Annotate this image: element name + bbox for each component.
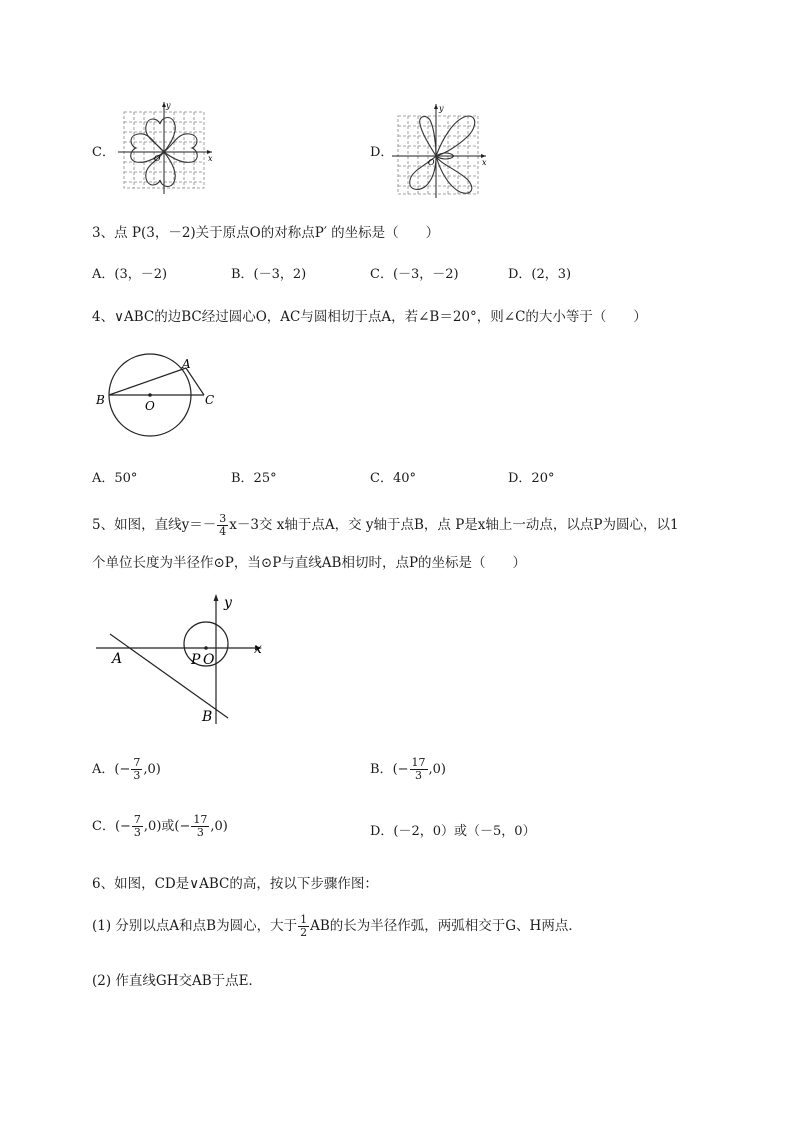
q4-label-a: A — [182, 357, 191, 371]
q2-option-c-figure — [116, 98, 220, 194]
q4-option-c: C．40° — [370, 471, 416, 486]
q4-label-b: B — [96, 393, 105, 407]
q5-option-c-frac1 — [132, 814, 143, 839]
q4-figure — [92, 352, 232, 442]
q4-option-d: D．20° — [508, 471, 555, 486]
q5-option-c-frac2 — [191, 814, 209, 839]
q5-option-c: C．(− $\frac{7}{3}$ ,0)或(− $\frac{17}{3}$ ,0) — [92, 813, 228, 839]
q5-figure — [92, 588, 282, 728]
q5-option-b-num: 17 — [411, 756, 426, 769]
q5-option-c-label: C． — [92, 819, 115, 834]
q6-step1-frac — [298, 914, 309, 939]
q5-option-c-den1: 3 — [133, 826, 141, 839]
q2c-axis-x: x — [208, 154, 213, 163]
q6-step1-den: 2 — [300, 926, 308, 939]
q5-option-c-num1: 7 — [133, 813, 141, 826]
q2d-axis-y: y — [439, 104, 444, 113]
q4-label-o: O — [145, 399, 155, 413]
q6-step2: (2) 作直线GH交AB于点E． — [92, 973, 262, 989]
q5-option-b-frac — [410, 757, 428, 782]
q3-stem: 3、点 P(3，－2)关于原点O的对称点P′ 的坐标是（ ） — [92, 225, 440, 241]
q5-option-b: B．(− $\frac{17}{3}$ ,0) — [370, 756, 447, 782]
q4-option-a: A．50° — [92, 471, 138, 486]
q5-option-c-den2: 3 — [196, 826, 204, 839]
q5-label-o: O — [203, 652, 215, 668]
q5-option-d: D．(－2，0）或（－5，0） — [370, 824, 536, 839]
q4-label-c: C — [205, 393, 215, 407]
q2d-axis-x: x — [482, 158, 487, 167]
q4-option-b: B．25° — [231, 471, 277, 486]
q3-option-b: B．(－3，2) — [231, 267, 307, 282]
q4-stem: 4、∨ABC的边BC经过圆心O，AC与圆相切于点A，若∠B＝20°，则∠C的大小等于（ ） — [92, 309, 647, 325]
q5-option-c-mid: 或 — [161, 819, 175, 834]
q5-stem-line1 — [92, 513, 679, 538]
q3-option-c: C．(－3，－2) — [370, 267, 459, 282]
q5-frac-den: 4 — [219, 525, 227, 538]
q5-option-c-num2: 17 — [193, 813, 208, 826]
q5-stem-fraction — [217, 513, 228, 538]
q2c-axis-o: O — [154, 154, 161, 163]
q5-label-x: x — [254, 641, 262, 657]
q5-option-b-label: B． — [370, 762, 393, 777]
q5-option-a: A．(− $\frac{7}{3}$ ,0) — [92, 756, 161, 782]
q5-label-a: A — [112, 651, 123, 667]
q3-option-d: D．(2，3) — [508, 267, 572, 282]
q5-option-a-num: 7 — [133, 756, 141, 769]
q5-stem-suffix: x－3交 x轴于点A，交 y轴于点B，点 P是x轴上一动点，以点P为圆心，以1 — [229, 517, 679, 533]
q5-option-a-frac — [131, 757, 142, 782]
q5-label-b: B — [202, 709, 213, 725]
q5-frac-num: 3 — [219, 512, 227, 525]
q6-step1 — [92, 914, 582, 939]
q6-stem: 6、如图，CD是∨ABC的高，按以下步骤作图： — [92, 876, 378, 892]
q6-step1-num: 1 — [300, 913, 308, 926]
q2d-axis-o: O — [428, 158, 435, 167]
q2-option-c-label: C． — [92, 145, 115, 160]
q2-option-d-figure — [392, 100, 492, 198]
q3-option-a: A．(3，－2) — [92, 267, 168, 282]
q5-option-a-label: A． — [92, 762, 115, 777]
q6-step1-prefix: (1) 分别以点A和点B为圆心，大于 — [92, 918, 298, 934]
q5-option-a-den: 3 — [133, 769, 141, 782]
q5-stem-line2: 个单位长度为半径作⊙P，当⊙P与直线AB相切时，点P的坐标是（ ） — [92, 555, 527, 571]
q5-stem-prefix: 5、如图，直线y＝－ — [92, 517, 217, 533]
q5-label-y: y — [224, 595, 232, 611]
q5-option-b-den: 3 — [415, 769, 423, 782]
q2c-axis-y: y — [166, 101, 171, 110]
q6-step1-suffix: AB的长为半径作弧，两弧相交于G、H两点． — [310, 918, 582, 934]
q5-label-p: P — [191, 652, 201, 668]
q2-option-d-label: D． — [370, 145, 394, 160]
